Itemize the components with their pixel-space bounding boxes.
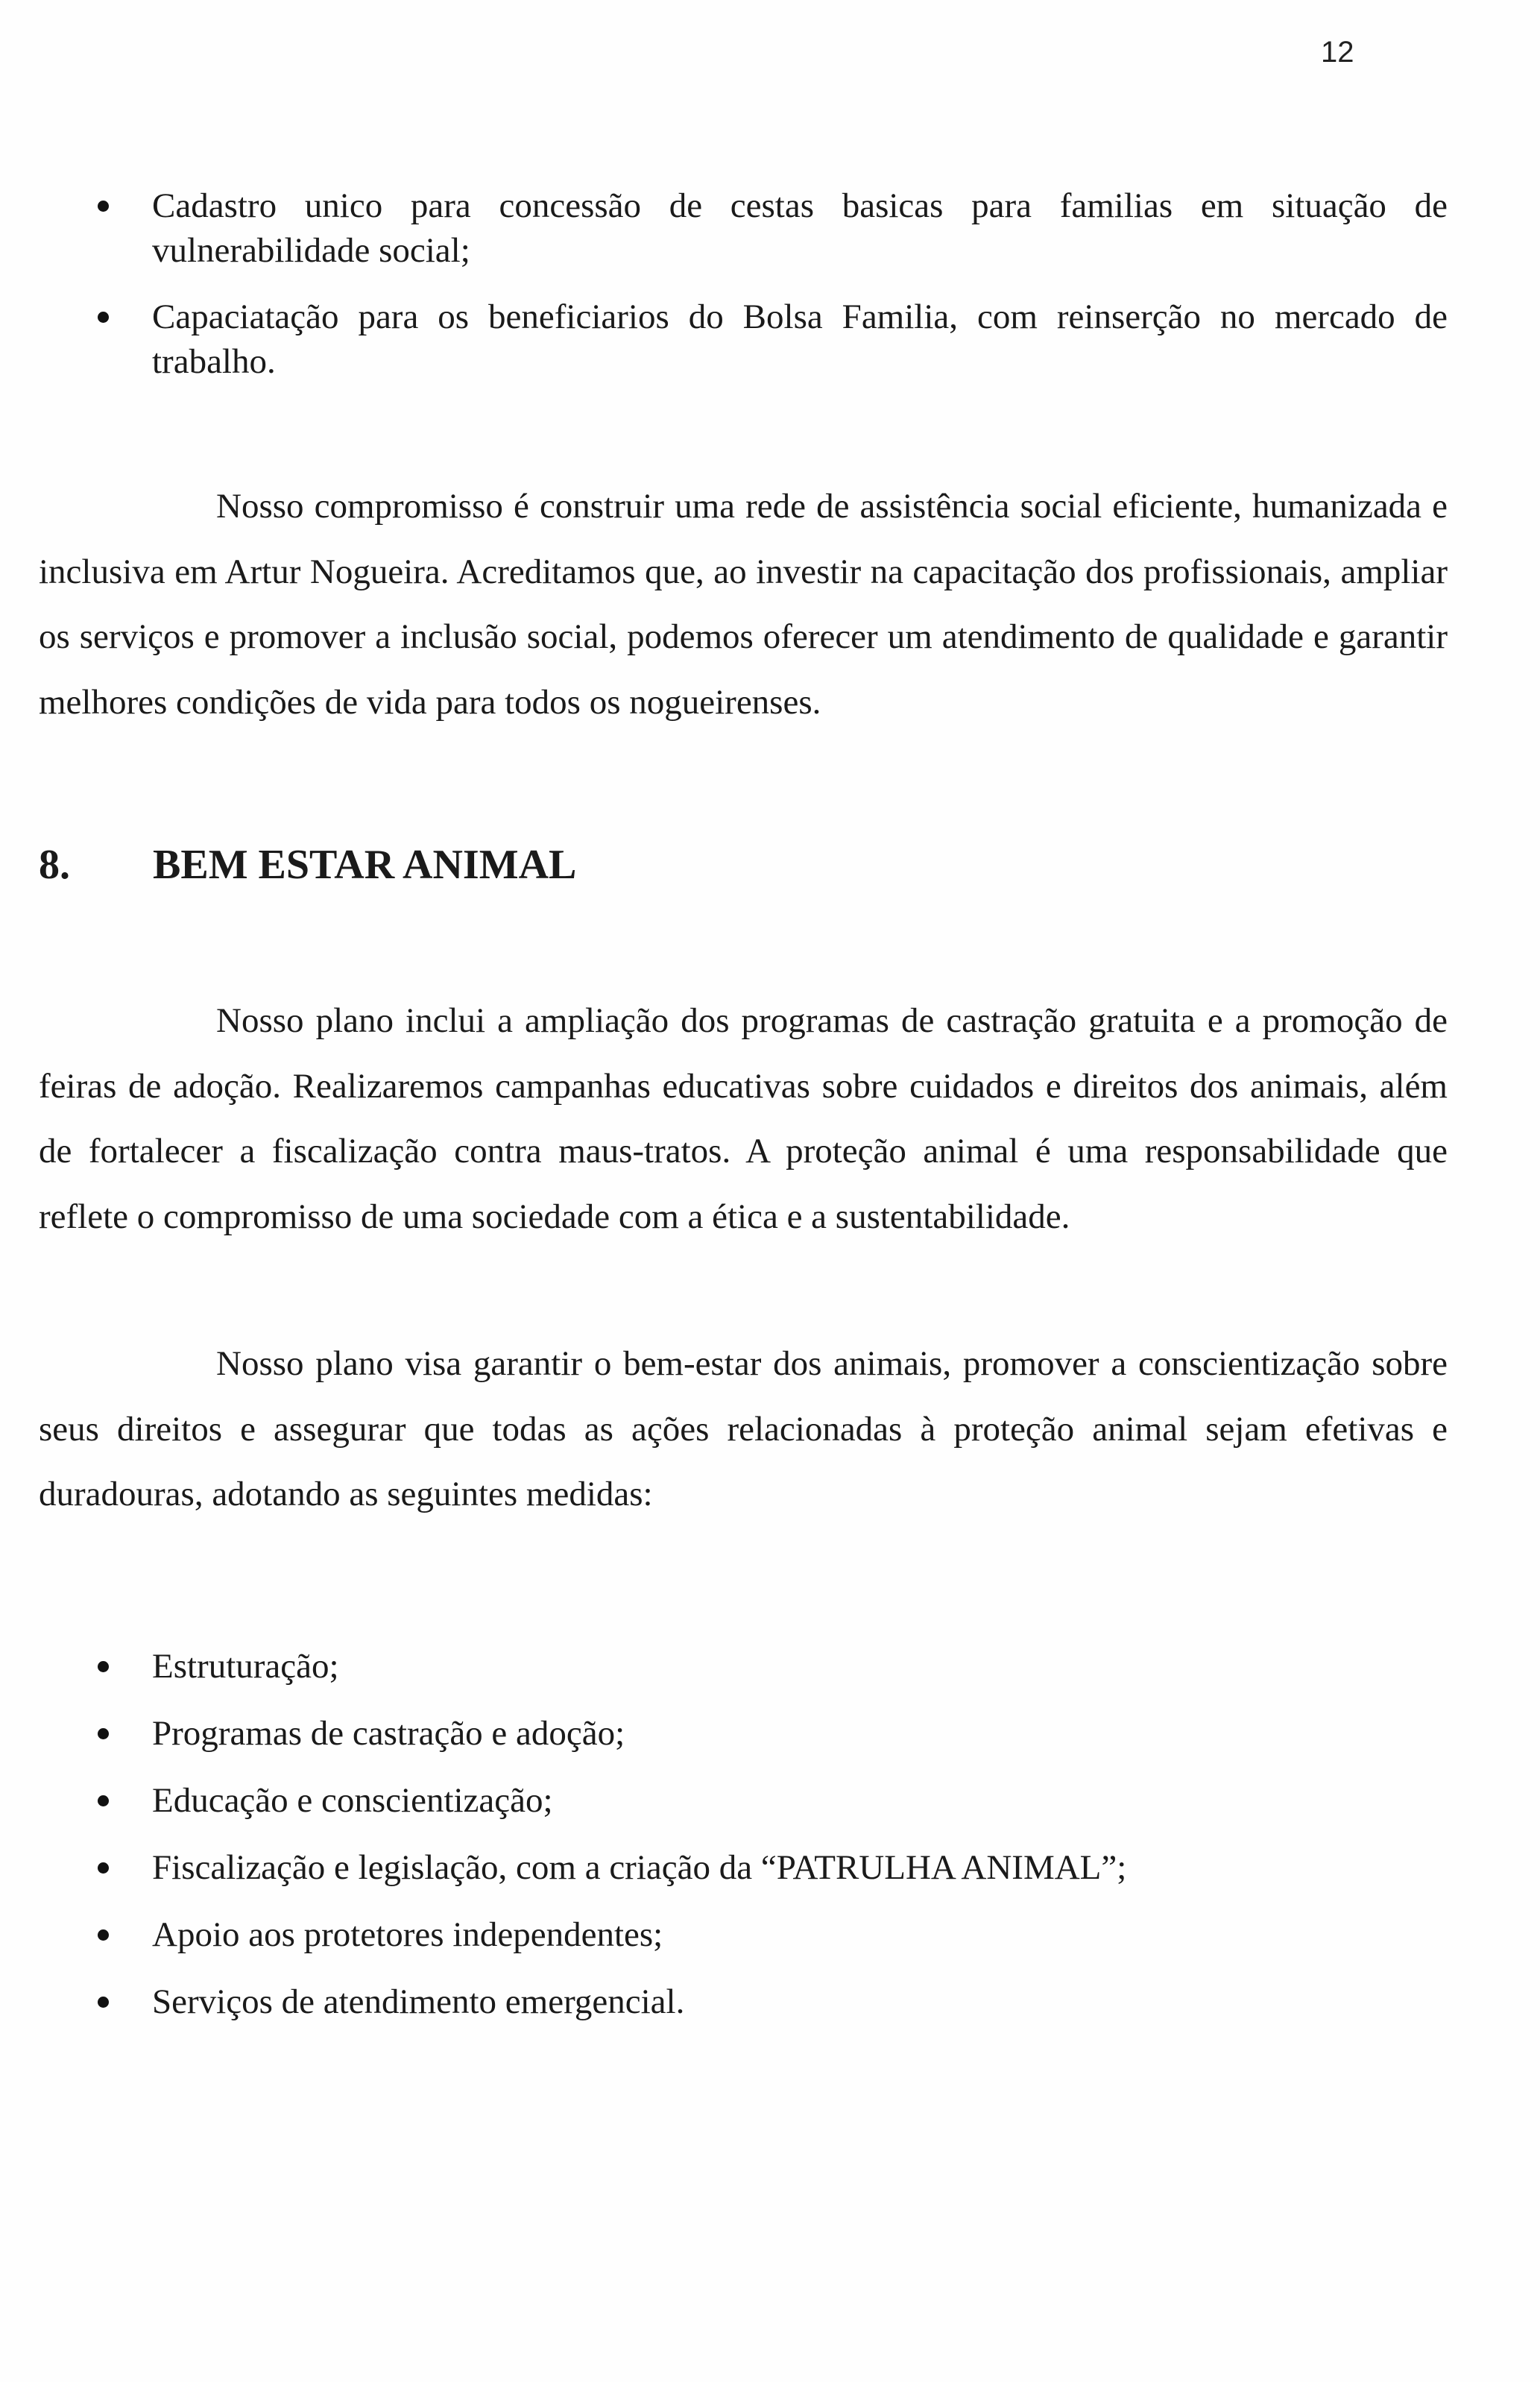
list-item xyxy=(39,1644,1448,1689)
section-number: 8. xyxy=(39,842,70,888)
bullet-icon xyxy=(98,1929,109,1941)
section-heading xyxy=(39,841,576,889)
bullet-icon xyxy=(98,1661,109,1672)
list-item xyxy=(39,1778,1448,1823)
list-item-text: Estruturação; xyxy=(152,1647,339,1686)
list-item-text: Capaciatação para os beneficiarios do Bolsa Familia, com reinserção no mercado de trabalho. xyxy=(152,297,1448,381)
list-item-text: Fiscalização e legislação, com a criação da “PATRULHA ANIMAL”; xyxy=(152,1848,1127,1887)
bullet-icon xyxy=(98,1862,109,1874)
list-item xyxy=(39,1845,1448,1890)
social-assistance-bullet-list xyxy=(39,183,1448,406)
bullet-icon xyxy=(98,1728,109,1739)
list-item-text: Programas de castração e adoção; xyxy=(152,1714,625,1753)
list-item-text: Educação e conscientização; xyxy=(152,1781,553,1820)
list-item-text: Cadastro unico para concessão de cestas basicas para familias em situação de vulnerabilidade social; xyxy=(152,186,1448,270)
list-item xyxy=(39,1711,1448,1756)
bullet-icon xyxy=(98,201,109,212)
commitment-paragraph: Nosso compromisso é construir uma rede de assistência social eficiente, humanizada e inclusiva em Artur Nogueira. Acreditamos que, ao investir na capacitação dos profissionais, ampliar os serviços e promover a inclusão social, podemos oferecer um atendimento de qualidade e garantir melhores condições de vida para todos os nogueirenses. xyxy=(39,487,1448,722)
bullet-icon xyxy=(98,1795,109,1806)
animal-plan-paragraph: Nosso plano inclui a ampliação dos programas de castração gratuita e a promoção de feiras de adoção. Realizaremos campanhas educativas sobre cuidados e direitos dos animais, além de fortalecer a fiscalização contra maus-tratos. A proteção animal é uma responsabilidade que reflete o compromisso de uma sociedade com a ética e a sustentabilidade. xyxy=(39,1001,1448,1236)
list-item xyxy=(39,294,1448,384)
list-item xyxy=(39,1912,1448,1957)
bullet-icon xyxy=(98,1997,109,2008)
list-item xyxy=(39,1979,1448,2024)
section-title: BEM ESTAR ANIMAL xyxy=(153,842,577,888)
bullet-icon xyxy=(98,312,109,323)
animal-measures-bullet-list xyxy=(39,1644,1448,2047)
list-item-text: Serviços de atendimento emergencial. xyxy=(152,1982,685,2021)
list-item-text: Apoio aos protetores independentes; xyxy=(152,1915,663,1954)
page-number: 12 xyxy=(1321,36,1354,69)
animal-measures-intro-paragraph: Nosso plano visa garantir o bem-estar dos animais, promover a conscientização sobre seus direitos e assegurar que todas as ações relacionadas à proteção animal sejam efetivas e duradouras, adotando as seguintes medidas: xyxy=(39,1344,1448,1513)
list-item xyxy=(39,183,1448,273)
